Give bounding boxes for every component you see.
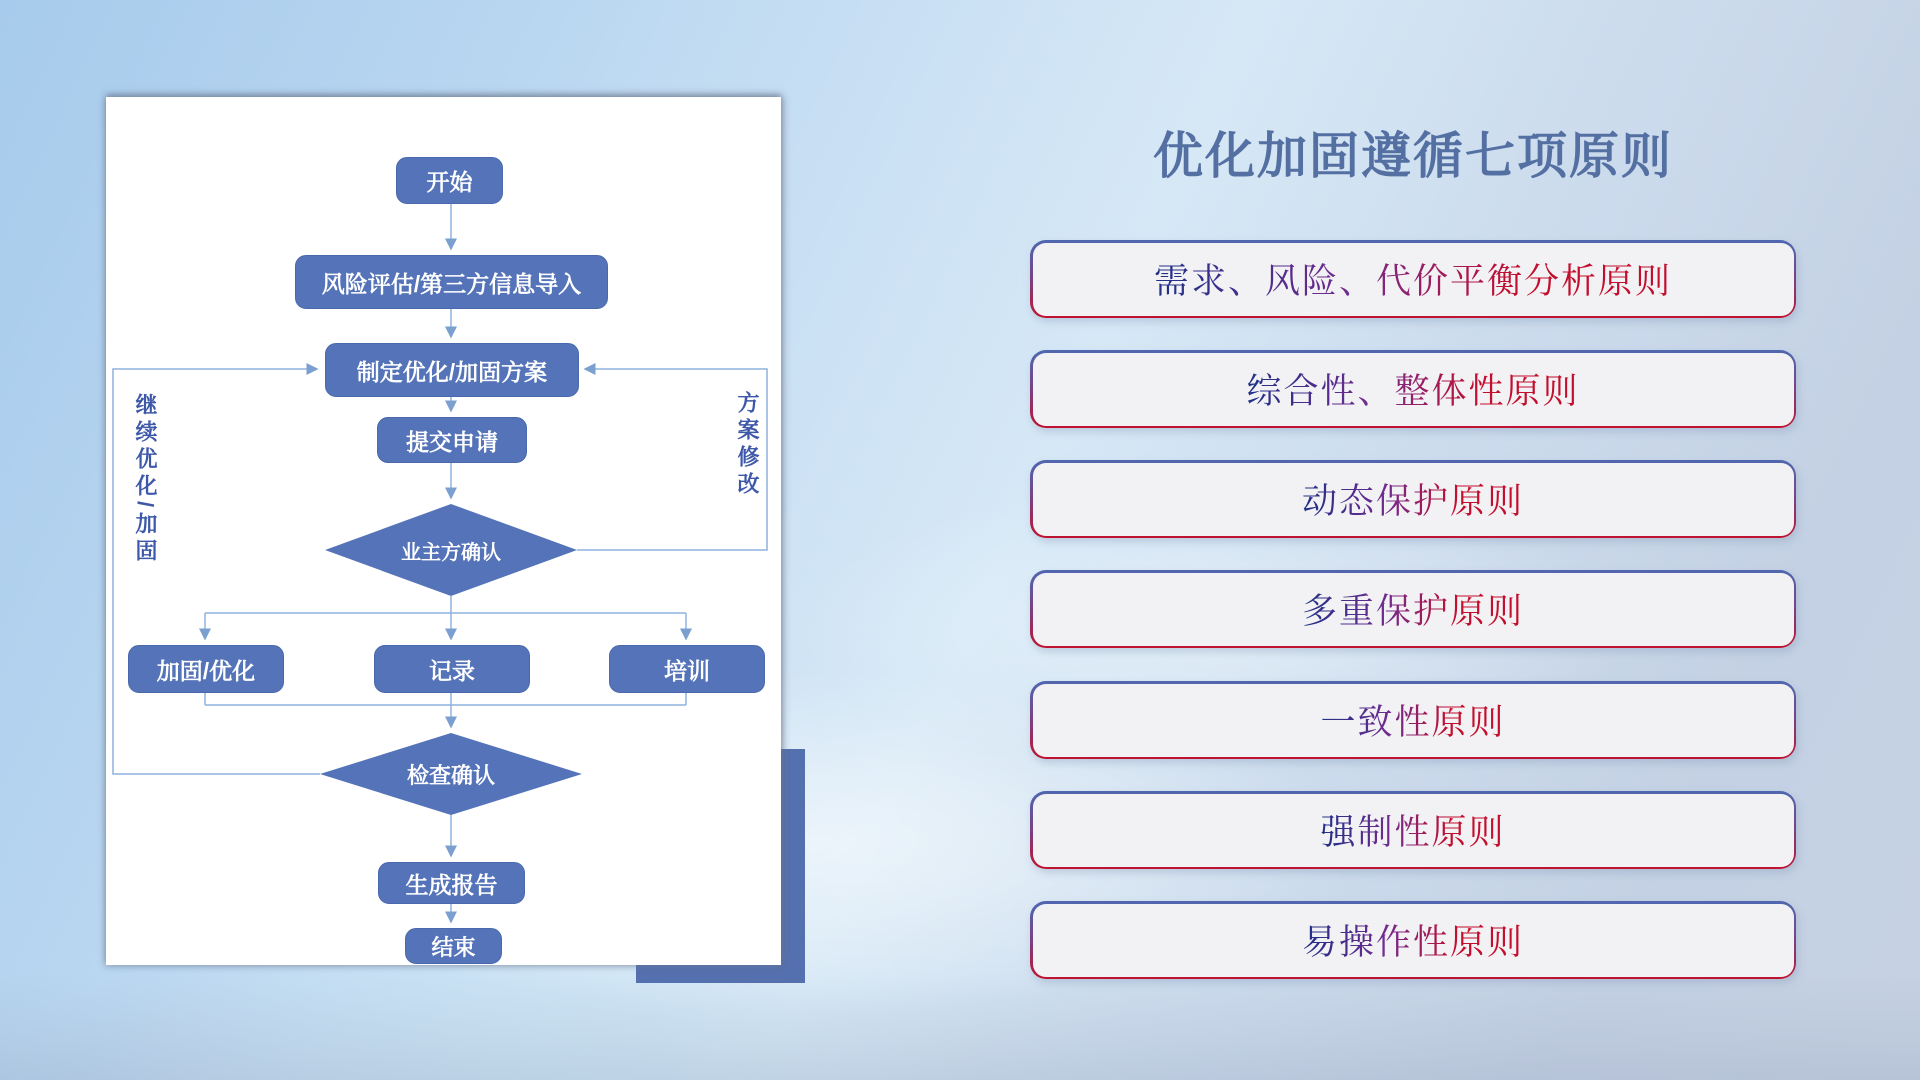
flow-node-start: 开始 <box>396 157 503 204</box>
loop-label-continue-optimize: 继续优化/加固 <box>133 393 158 567</box>
flow-node-end: 结束 <box>405 928 502 964</box>
principle-box-5 <box>1030 681 1796 759</box>
flowchart-card <box>106 97 781 965</box>
flow-node-record: 记录 <box>374 645 530 693</box>
principle-text: 综合性、整体性原则 <box>1246 364 1579 414</box>
principle-text: 强制性原则 <box>1320 805 1505 855</box>
loop-label-plan-revision: 方案修改 <box>735 391 760 499</box>
flow-decision-owner-confirm <box>325 504 577 596</box>
flow-decision-owner-confirm-label: 业主方确认 <box>401 541 501 564</box>
flow-node-risk-assessment: 风险评估/第三方信息导入 <box>295 255 608 309</box>
principle-text: 易操作性原则 <box>1302 915 1524 965</box>
principle-box-7 <box>1030 901 1796 979</box>
flow-node-submit-request: 提交申请 <box>377 417 527 463</box>
principle-box-inner <box>1033 573 1794 646</box>
principle-box-inner <box>1033 904 1794 977</box>
principle-text: 需求、风险、代价平衡分析原则 <box>1154 254 1672 304</box>
principle-box-inner <box>1033 794 1794 867</box>
principle-box-inner <box>1033 353 1794 426</box>
principle-box-inner <box>1033 243 1794 316</box>
flow-node-training: 培训 <box>609 645 765 693</box>
principle-text: 动态保护原则 <box>1302 474 1524 524</box>
principle-box-2 <box>1030 350 1796 428</box>
flow-node-make-plan: 制定优化/加固方案 <box>325 343 579 397</box>
flow-decision-check-confirm <box>320 733 582 815</box>
principle-box-4 <box>1030 570 1796 648</box>
principle-box-inner <box>1033 463 1794 536</box>
principle-box-6 <box>1030 791 1796 869</box>
principle-text: 多重保护原则 <box>1302 584 1524 634</box>
principle-box-3 <box>1030 460 1796 538</box>
flow-node-reinforce-optimize: 加固/优化 <box>128 645 284 693</box>
flow-node-generate-report: 生成报告 <box>378 862 525 904</box>
page-title: 优化加固遵循七项原则 <box>1153 128 1673 184</box>
flow-decision-check-confirm-label: 检查确认 <box>406 762 495 788</box>
principle-box-1 <box>1030 240 1796 318</box>
principle-box-inner <box>1033 684 1794 757</box>
principle-text: 一致性原则 <box>1320 695 1505 745</box>
